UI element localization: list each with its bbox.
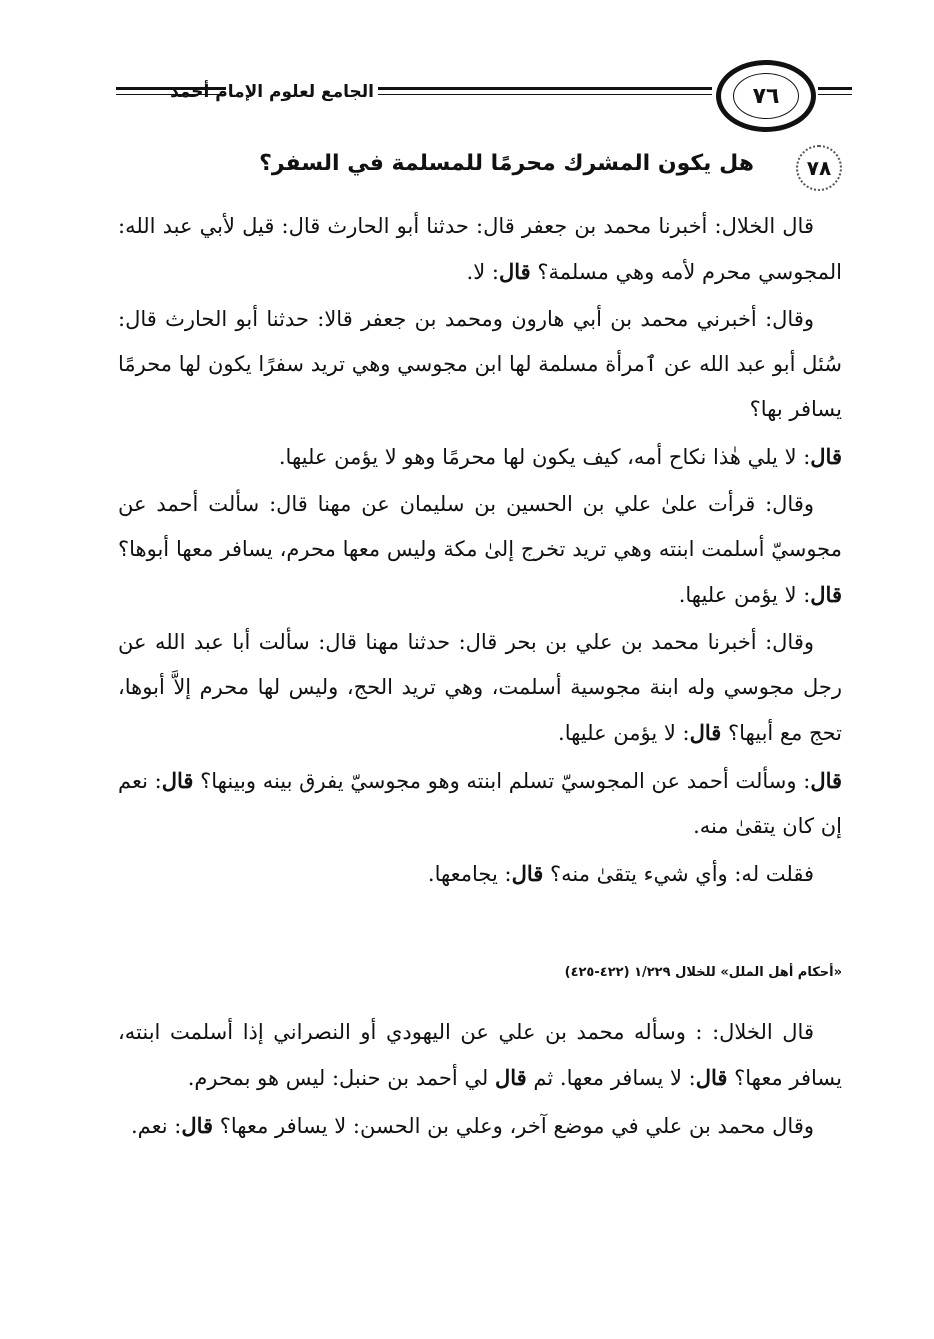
paragraph: فقلت له: وأي شيء يتقىٰ منه؟ قال: يجامعها. [427, 861, 814, 886]
section-title: هل يكون المشرك محرمًا للمسلمة في السفر؟ [259, 151, 754, 176]
paragraph: وقال محمد بن علي في موضع آخر، وعلي بن الحسن: لا يسافر معها؟ قال: نعم. [130, 1113, 814, 1138]
qala-label: قال [810, 444, 842, 469]
body-text [118, 204, 842, 899]
section-heading [220, 145, 842, 191]
page-number: ٧٦ [752, 83, 780, 109]
body-text-continued [118, 1010, 842, 1151]
qala-label: قال [511, 861, 544, 886]
source-citation: «أحكام أهل الملل» للخلال ١/٢٢٩ (٤٢٢-٤٢٥) [564, 965, 842, 980]
paragraph: قال: لا يلي هٰذا نكاح أمه، كيف يكون لها محرمًا وهو لا يؤمن عليها. [278, 444, 842, 469]
section-number: ٧٨ [806, 156, 832, 180]
paragraph: قال الخلال: أخبرنا محمد بن جعفر قال: حدثنا أبو الحارث قال: قيل لأبي عبد الله: المجوسي محرم لأمه وهي مسلمة؟ قال: لا. [118, 214, 842, 284]
qala-label: قال [181, 1113, 214, 1138]
qala-label: قال [689, 720, 722, 745]
qala-label: قال [161, 768, 194, 793]
header-rule-middle [378, 87, 712, 99]
qala-label: قال [810, 768, 843, 793]
paragraph: وقال: أخبرني محمد بن أبي هارون ومحمد بن جعفر قالا: حدثنا أبو الحارث قال: سُئل أبو عبد الله عن ٱمرأة مسلمة لها ابن مجوسي وهي تريد سفرًا يكون لها محرمًا يسافر بها؟ [118, 307, 842, 421]
header-rule-right [818, 87, 852, 99]
paragraph: وقال: قرأت علىٰ علي بن الحسين بن سليمان عن مهنا قال: سألت أحمد عن مجوسيّ أسلمت ابنته وهي تريد تخرج إلىٰ مكة وليس معها محرم، يسافر معها أبوها؟ قال: لا يؤمن عليها. [118, 492, 842, 607]
section-number-badge [796, 145, 842, 191]
qala-label: قال [498, 259, 531, 284]
qala-label: قال [695, 1065, 728, 1090]
page-number-frame [716, 60, 816, 132]
qala-label: قال [495, 1065, 527, 1090]
paragraph: وقال: أخبرنا محمد بن علي بن بحر قال: حدثنا مهنا قال: سألت أبا عبد الله عن رجل مجوسي وله ابنة مجوسية أسلمت، وهي تريد الحج، وليس لها محرم إلاَّ أبوها، تحج مع أبيها؟ قال: لا يؤمن عليها. [118, 630, 842, 745]
page-header [96, 60, 852, 140]
qala-label: قال [810, 582, 842, 607]
paragraph: قال: وسألت أحمد عن المجوسيّ تسلم ابنته وهو مجوسيّ يفرق بينه وبينها؟ قال: نعم إن كان يتقىٰ منه. [118, 768, 843, 838]
paragraph: قال الخلال: : وسأله محمد بن علي عن اليهودي أو النصراني إذا أسلمت ابنته، يسافر معها؟ قال: لا يسافر معها. ثم قال لي أحمد بن حنبل: ليس هو بمحرم. [118, 1020, 842, 1090]
running-title: الجامع لعلوم الإمام أحمد [170, 82, 374, 102]
